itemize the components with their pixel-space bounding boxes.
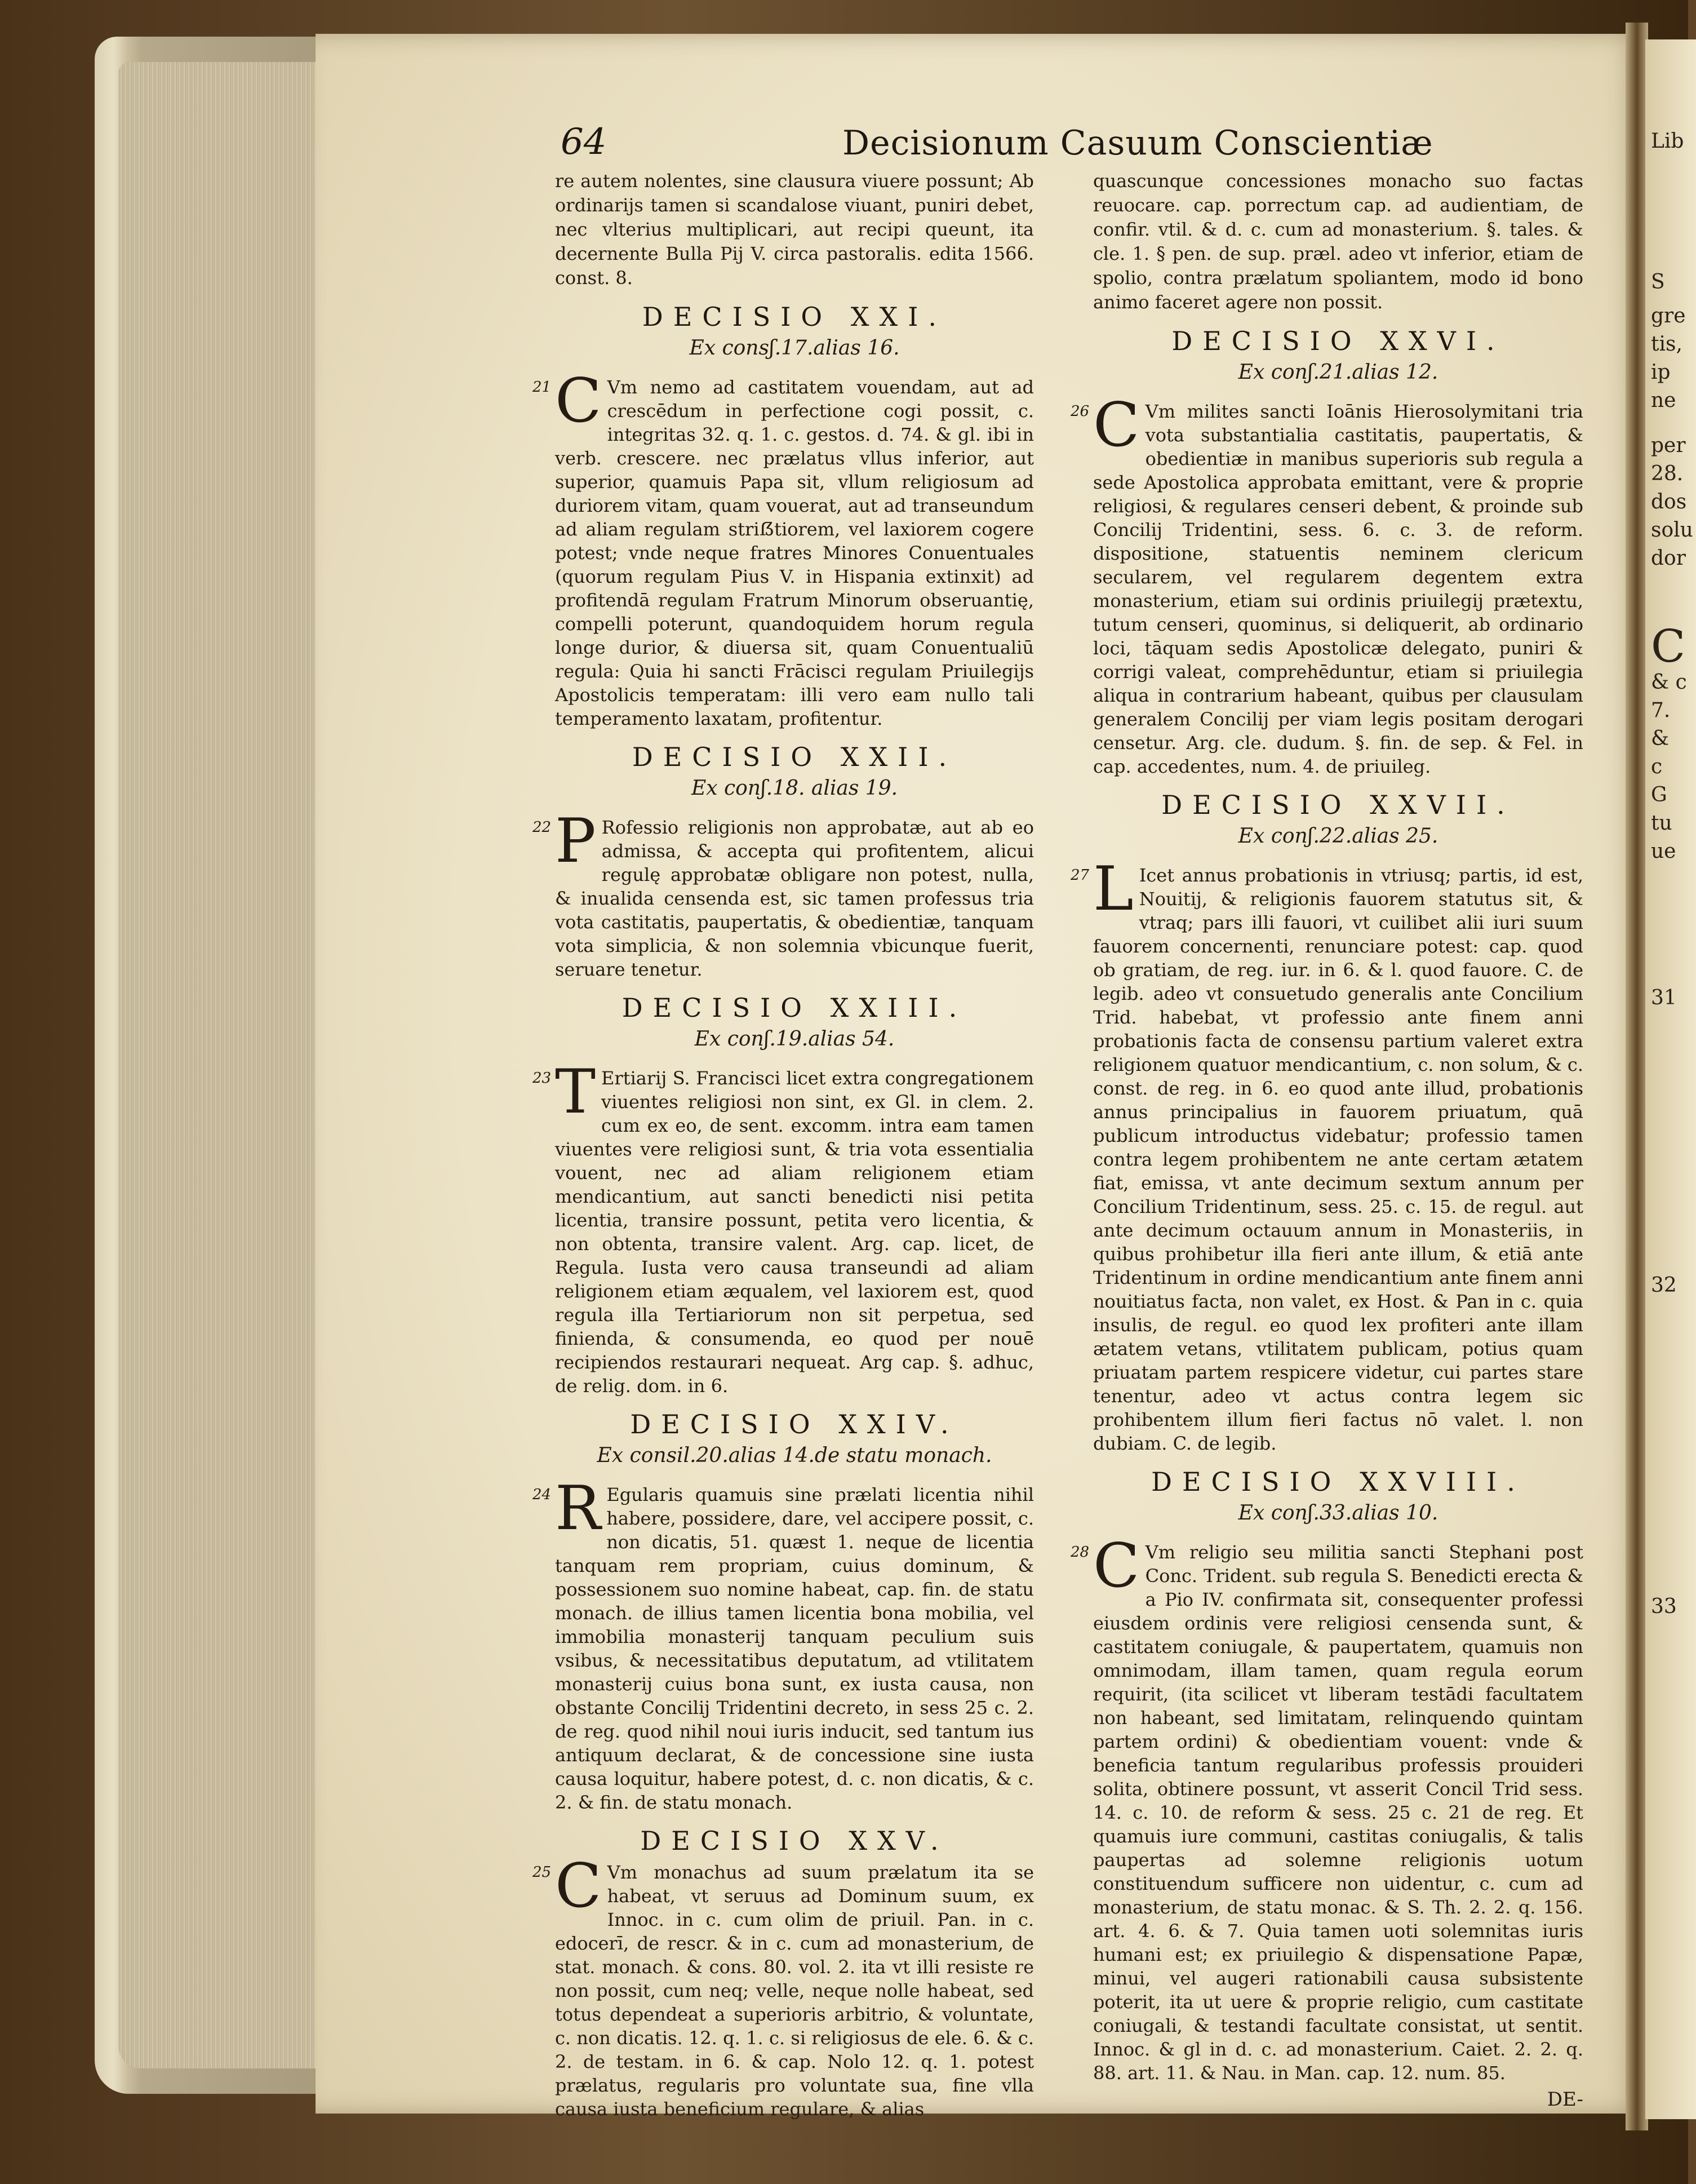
continuation-text: quascunque concessiones monacho suo factas reuocare. cap. porrectum cap. ad audientiam, de confir. vtil. & d. c. cum ad monasterium. §. tales. & cle. 1. § pen. de sup. præl. adeo vt inferior, etiam de spolio, contra prælatum spoliantem, modo id bono animo faceret agere non possit.: [1093, 170, 1583, 313]
drop-cap: L: [1093, 854, 1134, 924]
decisio-entry: [532, 1851, 1034, 2121]
margin-number: 28: [1071, 1544, 1090, 1561]
book-gutter: [1626, 23, 1648, 2130]
decisio-25: [532, 1826, 1034, 2121]
facing-fragment: c: [1651, 755, 1663, 778]
facing-fragment: 28.: [1651, 462, 1684, 485]
decisio-title: DECISIO XXI.: [642, 302, 947, 332]
facing-fragment: tu: [1651, 812, 1672, 835]
continuation-text: re autem nolentes, sine clausura viuere possunt; Ab ordinarijs tamen si scandalose viuant, puniri debet, nec vlterius multiplicari, aut recipi queunt, ita decernente Bulla Pij V. circa pastoralis. edita 1566. const. 8.: [555, 170, 1034, 289]
decisio-21: [532, 302, 1034, 730]
paragraph-text: Ertiarij S. Francisci licet extra congregationem viuentes religiosi non sint, ex Gl. in clem. 2. cum ex eo, de sent. excomm. intra eam tamen viuentes vere religiosi sunt, & tria vota essentialia vouent, nec ad aliam religionem etiam mendicantium, aut sancti benedicti nisi petita licentia, transire possunt, petita vero licentia, & non obtenta, transire valent. Arg. cap. licet, de Regula. Iusta vero causa transeundi ad aliam religionem etiam æqualem, vel laxiorem est, quod regula illa Tertiariorum non sit perpetua, sed finienda, & consumenda, eo quod per nouē recipiendos restaurari nequeat. Arg cap. §. adhuc, de relig. dom. in 6.: [555, 1067, 1034, 1397]
decisio-24: [532, 1409, 1034, 1814]
decisio-paragraph: [555, 366, 1034, 730]
facing-fragment: gre: [1651, 304, 1686, 327]
decisio-reference: Ex conʃ.18. alias 19.: [691, 777, 898, 800]
paragraph-text: Icet annus probationis in vtriusq; partis, id est, Nouitij, & religionis fauorem statutus sit, & vtraq; pars illi fauori, vt cuilibet alii iuri suum fauorem concernenti, renunciare potest: cap. quod ob gratiam, de reg. iur. in 6. & l. quod fauore. C. de legib. adeo vt consuetudo generalis ante Concilium Trid. habebat, vt professio ante finem anni probationis facta de consensu partium valeret extra religionem quatuor mendicantium, c. non solum, & c. const. de reg. in 6. eo quod ante illud, probationis annus principalius in fauorem priuatum, quā publicum introductus videbatur; professio tamen contra legem prohibentem ne ante certam ætatem fiat, emissa, vt ante decimum sextum annum per Concilium Tridentinum, sess. 25. c. 15. de regul. aut ante decimum octauum annum in Monasteriis, in quibus prohibetur illa fieri ante illum, & etiā ante Tridentinum in ordine mendicantium ante finem anni nouitiatus facta, non valet, ex Host. & Pan in c. quia insulis, de regul. eo quod lex profiteri ante illam ætatem vetans, vtilitatem publicam, potius quam priuatam partem respicere videtur, cui partes stare tenentur, adeo vt actus contra legem sic prohibentem illum fieri factus nō valet. l. non dubiam. C. de legib.: [1093, 865, 1583, 1454]
decisio-paragraph: [555, 1057, 1034, 1398]
decisio-paragraph: [1093, 854, 1583, 1455]
decisio-entry: [1071, 854, 1583, 1455]
decisio-entry: [532, 366, 1034, 730]
decisio-paragraph: [1093, 390, 1583, 778]
paragraph-text: Vm religio seu militia sancti Stephani post Conc. Trident. sub regula S. Benedicti erecta & a Pio IV. confirmata sit, consequenter professi eiusdem ordinis vere religiosi censenda sunt, & castitatem coniugale, & paupertatem, quamuis non omnimodam, illam tamen, quam regula eorum requirit, (ita scilicet vt liberam testādi facultatem non habeant, sed limitatam, relinquendo quintam partem ordini) & obedientiam vouent: vnde & beneficia tantum regularibus professis prouideri solita, obtinere possunt, vt asserit Concil Trid sess. 14. c. 10. de reform & sess. 25 c. 21 de reg. Et quamuis iure communi, castitas coniugalis, & talis paupertas ad solemne religionis uotum constituendum sufficere non uidentur, c. cum ad monasterium, de statu monac. & S. Th. 2. 2. q. 156. art. 4. 6. & 7. Quia tamen uoti solemnitas iuris humani est; ex priuilegio & dispensatione Papæ, minui, vel augeri rationabili causa subsistente poterit, ita ut uere & proprie religio, cum castitate coniugali, & testandi facultate consistat, ut sentit. Innoc. & gl in d. c. ad monasterium. Caiet. 2. 2. q. 88. art. 11. & Nau. in Man. cap. 12. num. 85.: [1093, 1541, 1583, 2084]
decisio-entry: [1071, 390, 1583, 778]
decisio-entry: [532, 1473, 1034, 1814]
decisio-entry: [532, 1057, 1034, 1398]
decisio-reference: Ex conʃ.33.alias 10.: [1238, 1501, 1439, 1525]
drop-cap: C: [1093, 1531, 1140, 1601]
facing-fragment: per: [1651, 434, 1686, 457]
decisio-reference: Ex consʃ.17.alias 16.: [689, 336, 900, 360]
decisio-paragraph: [1093, 1531, 1583, 2085]
decisio-28: [1071, 1467, 1583, 2085]
decisio-title: DECISIO XXV.: [640, 1826, 949, 1856]
facing-fragment: 32: [1651, 1274, 1677, 1297]
facing-fragment: 31: [1651, 986, 1677, 1009]
margin-number: 22: [532, 819, 552, 836]
drop-cap: C: [555, 1851, 602, 1921]
decisio-paragraph: [555, 1851, 1034, 2121]
decisio-paragraph: [555, 806, 1034, 981]
decisio-reference: Ex conʃ.21.alias 12.: [1238, 361, 1439, 384]
drop-cap: C: [555, 366, 602, 436]
facing-fragment: S: [1651, 271, 1665, 294]
drop-cap: T: [555, 1057, 596, 1127]
facing-fragment: & c: [1651, 671, 1687, 694]
decisio-22: [532, 742, 1034, 981]
facing-fragment: ip: [1651, 361, 1671, 384]
left-column: [532, 169, 1034, 2121]
margin-number: 24: [532, 1486, 552, 1503]
margin-number: 23: [532, 1070, 552, 1087]
drop-cap: C: [1093, 390, 1140, 460]
facing-fragment: C: [1651, 620, 1686, 672]
facing-fragment: Lib: [1651, 130, 1684, 153]
catchword: DE-: [1547, 2088, 1583, 2111]
decisio-entry: [1071, 1531, 1583, 2085]
facing-fragment: ne: [1651, 389, 1676, 412]
decisio-title: DECISIO XXVI.: [1171, 326, 1505, 356]
decisio-title: DECISIO XXII.: [632, 742, 957, 772]
decisio-paragraph: [555, 1473, 1034, 1814]
margin-number: 26: [1071, 403, 1090, 420]
facing-fragment: dos: [1651, 490, 1687, 513]
paragraph-text: Rofessio religionis non approbatæ, aut ab eo admissa, & accepta qui profitentem, alicui regulę approbatæ obligare non potest, nulla, & inualida censenda est, sic tamen professus tria vota castitatis, paupertatis, & obedientiæ, tanquam vota simplicia, & non solemnia vbicunque fuerit, seruare tenetur.: [555, 817, 1034, 980]
margin-number: 21: [532, 379, 552, 396]
facing-fragment: 7.: [1651, 699, 1671, 722]
decisio-27: [1071, 790, 1583, 1455]
facing-fragment: tis,: [1651, 333, 1682, 356]
margin-number: 27: [1071, 867, 1090, 884]
facing-fragment: &: [1651, 727, 1670, 750]
decisio-title: DECISIO XXIII.: [621, 993, 967, 1023]
facing-fragment: G: [1651, 783, 1667, 807]
facing-page: [1645, 39, 1696, 2119]
page-header: [561, 121, 1631, 172]
running-title: Decisionum Casuum Conscientiæ: [842, 123, 1433, 163]
paragraph-text: Egularis quamuis sine prælati licentia nihil habere, possidere, dare, vel accipere possit, c. non dicatis, 51. quæst 1. neque de licentia tanquam rem propriam, cuius dominum, & possessionem suo nomine habeat, cap. fin. de statu monach. de illius tamen licentia bona mobilia, vel immobilia monasterij tanquam peculium suis vsibus, & necessitatibus deputatum, ad vtilitatem monasterij cuius bona sunt, ex iusta causa, non obstante Concilij Tridentini decreto, in sess 25 c. 2. de reg. quod nihil noui iuris inducit, sed tantum ius antiquum declarat, & de concessione sine iusta causa loquitur, habere potest, d. c. non dicatis, & c. 2. & fin. de statu monach.: [555, 1484, 1034, 1813]
decisio-entry: [532, 806, 1034, 981]
facing-fragment: 33: [1651, 1595, 1677, 1618]
paragraph-text: Vm nemo ad castitatem vouendam, aut ad crescēdum in perfectione cogi possit, c. integritas 32. q. 1. c. gestos. d. 74. & gl. ibi in verb. crescere. nec prælatus vllus inferior, aut superior, quamuis Papa sit, vllum religiosum ad duriorem vitam, quam vouerat, aut ad transeundum ad aliam regulam striẞtiorem, vel laxiorem cogere potest; vnde neque fratres Minores Conuentuales (quorum regulam Pius V. in Hispania extinxit) ad profitendā regulam Fratrum Minorum obseruantię, compelli poterunt, quandoquidem horum regula longe durior, & diuersa sit, quam Conuentualiū regula: Quia hi sancti Frācisci regulam Priuilegijs Apostolicis temperatam: illi vero eam nullo tali temperamento laxatam, profitentur.: [555, 376, 1034, 729]
page-number: 64: [561, 121, 607, 163]
page-edges: [118, 62, 316, 2068]
decisio-title: DECISIO XXVII.: [1161, 790, 1515, 820]
paragraph-text: Vm monachus ad suum prælatum ita se habeat, vt seruus ad Dominum suum, ex Innoc. in c. cum olim de priuil. Pan. in c. edocerī, de rescr. & in c. cum ad monasterium, de stat. monach. & cons. 80. vol. 2. ita vt illi resiste re non possit, cum neq; velle, neque nolle habeat, sed totus dependeat a superioris arbitrio, & voluntate, c. non dicatis. 12. q. 1. c. si religiosus de ele. 6. & c. 2. de testam. in 6. & cap. Nolo 12. q. 1. potest prælatus, regularis pro voluntate sua, fine vlla causa iusta beneficium regulare, & alias: [555, 1862, 1034, 2120]
facing-fragment: solu: [1651, 519, 1693, 542]
paragraph-text: Vm milites sancti Ioānis Hierosolymitani tria vota substantialia castitatis, paupertatis, & obedientiæ in manibus superioris sub regula a sede Apostolica approbata emittant, vere & proprie religiosi, & regulares censeri debent, & proinde sub Concilij Tridentini, sess. 6. c. 3. de reform. dispositione, statuentis neminem clericum secularem, vel regularem degentem extra monasterium, etiam sui ordinis priuilegij prætextu, tutum censeri, quominus, si deliquerit, ab ordinario loci, tāquam sedis Apostolicæ delegato, puniri & corrigi valeat, comprehēduntur, etiam si priuilegia aliqua in contrarium habeant, quibus per clausulam generalem Concilij per viam legis positam derogari censetur. Arg. cle. dudum. §. fin. de sep. & Fel. in cap. accedentes, num. 4. de priuileg.: [1093, 401, 1583, 777]
decisio-reference: Ex conʃ.19.alias 54.: [694, 1027, 895, 1051]
margin-number: 25: [532, 1864, 552, 1881]
decisio-26: [1071, 326, 1583, 778]
drop-cap: R: [555, 1473, 601, 1544]
facing-fragment: ue: [1651, 840, 1676, 863]
facing-fragment: dor: [1651, 547, 1686, 570]
decisio-reference: Ex conʃ.22.alias 25.: [1238, 825, 1439, 848]
right-column: [1071, 169, 1583, 2111]
decisio-23: [532, 993, 1034, 1398]
drop-cap: P: [555, 806, 596, 876]
decisio-reference: Ex consil.20.alias 14.de statu monach.: [597, 1444, 992, 1467]
decisio-title: DECISIO XXIV.: [630, 1409, 959, 1439]
decisio-title: DECISIO XXVIII.: [1151, 1467, 1525, 1497]
